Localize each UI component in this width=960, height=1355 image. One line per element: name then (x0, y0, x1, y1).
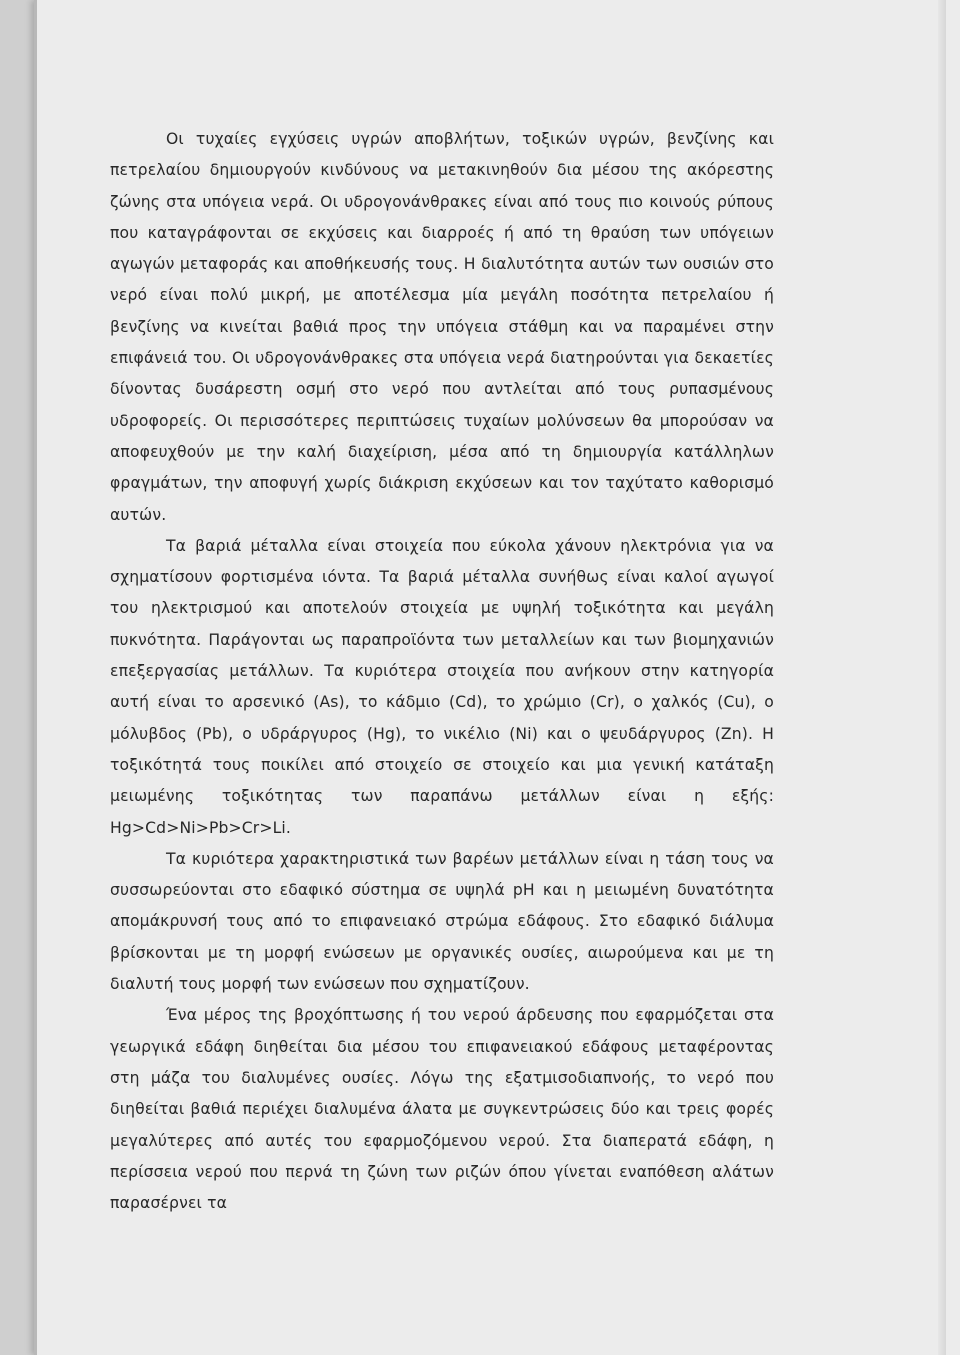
paragraph-1: Οι τυχαίες εγχύσεις υγρών αποβλήτων, τοξικών υγρών, βενζίνης και πετρελαίου δημιουργούν κινδύνους να μετακινηθούν δια μέσου της ακόρεστης ζώνης στα υπόγεια νερά. Οι υδρογονάνθρακες είναι από τους πιο κοινούς ρύπους που καταγράφονται σε εκχύσεις και διαρροές ή από τη θραύση των υπόγειων αγωγών μεταφοράς και αποθήκευσής τους. Η διαλυτότητα αυτών των ουσιών στο νερό είναι πολύ μικρή, με αποτέλεσμα μία μεγάλη ποσότητα πετρελαίου ή βενζίνης να κινείται βαθιά προς την υπόγεια στάθμη και να παραμένει στην επιφάνειά του. Οι υδρογονάνθρακες στα υπόγεια νερά διατηρούνται για δεκαετίες δίνοντας δυσάρεστη οσμή στο νερό που αντλείται από τους ρυπασμένους υδροφορείς. Οι περισσότερες περιπτώσεις τυχαίων μολύνσεων θα μπορούσαν να αποφευχθούν με την καλή διαχείριση, μέσα από τη δημιουργία κατάλληλων φραγμάτων, την αποφυγή χωρίς διάκριση εκχύσεων και τον ταχύτατο καθορισμό αυτών. (110, 130, 774, 524)
page-left-edge (34, 0, 37, 1355)
paragraph-4: Ένα μέρος της βροχόπτωσης ή του νερού άρδευσης που εφαρμόζεται στα γεωργικά εδάφη διηθείται δια μέσου του επιφανειακού εδάφους μεταφέροντας στη μάζα του διαλυμένες ουσίες. Λόγω της εξατμισοδιαπνοής, το νερό που διηθείται βαθιά περιέχει διαλυμένα άλατα με συγκεντρώσεις δύο και τρεις φορές μεγαλύτερες από αυτές του εφαρμοζόμενου νερού. Στα διαπερατά εδάφη, η περίσσεια νερού που περνά τη ζώνη των ριζών όπου γίνεται εναπόθεση αλάτων παρασέρνει τα (110, 1006, 774, 1213)
paragraph-3: Τα κυριότερα χαρακτηριστικά των βαρέων μετάλλων είναι η τάση τους να συσσωρεύονται στο εδαφικό σύστημα σε υψηλά pH και η μειωμένη δυνατότητα απομάκρυνσή τους από το επιφανειακό στρώμα εδάφους. Στο εδαφικό διάλυμα βρίσκονται με τη μορφή ενώσεων με οργανικές ουσίες, αιωρούμενα και με τη διαλυτή τους μορφή των ενώσεων που σχηματίζουν. (110, 849, 774, 994)
page-right-edge (938, 0, 946, 1355)
paragraph-2: Τα βαριά μέταλλα είναι στοιχεία που εύκολα χάνουν ηλεκτρόνια για να σχηματίσουν φορτισμένα ιόντα. Τα βαριά μέταλλα συνήθως είναι καλοί αγωγοί του ηλεκτρισμού και αποτελούν στοιχεία με υψηλή τοξικότητα και μεγάλη πυκνότητα. Παράγονται ως παραπροϊόντα των μεταλλείων και των βιομηχανιών επεξεργασίας μετάλλων. Τα κυριότερα στοιχεία που ανήκουν στην κατηγορία αυτή είναι το αρσενικό (As), το κάδμιο (Cd), το χρώμιο (Cr), ο χαλκός (Cu), ο μόλυβδος (Pb), ο υδράργυρος (Hg), το νικέλιο (Ni) και ο ψευδάργυρος (Zn). Η τοξικότητά τους ποικίλει από στοιχείο σε στοιχείο και μια γενική κατάταξη μειωμένης τοξικότητας των παραπάνω μετάλλων είναι η εξής: Hg>Cd>Ni>Pb>Cr>Li. (110, 536, 774, 837)
document-text (110, 124, 774, 1219)
